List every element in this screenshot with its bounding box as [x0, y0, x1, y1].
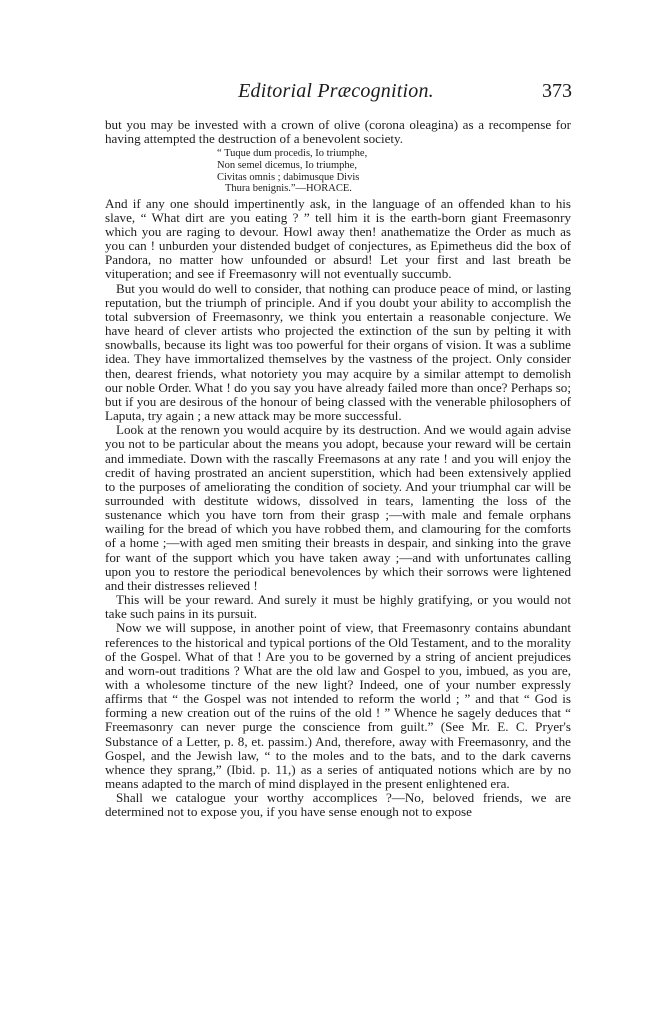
quote-line: “ Tuque dum procedis, Io triumphe,: [217, 148, 368, 160]
body-text: [105, 118, 571, 820]
paragraph: Now we will suppose, in another point of view, that Freemasonry contains abundant references to the historical and typical portions of the Old Testament, and to the morality of the Gospel. What of that ! Are you to be governed by a string of ancient prejudices and worn-out traditions ? What are the old law and Gospel to you, imbued, as you are, with a wholesome tincture of the new light? Indeed, one of your number expressly affirms that “ the Gospel was not intended to reform the world ; ” and that “ God is forming a new creation out of the ruins of the old ! ” Whence he sagely deduces that “ Freemasonry can never purge the conscience from guilt.” (See Mr. E. C. Pryer's Substance of a Letter, p. 8, et. passim.) And, therefore, away with Freemasonry, and the Gospel, and the Jewish law, “ to the moles and to the bats, and to the dark caverns whence they sprang,” (Ibid. p. 11,) as a series of antiquated notions which are by no means adapted to the march of mind displayed in the present enlightened era.: [105, 620, 571, 792]
paragraph: And if any one should impertinently ask, in the language of an offended khan to his slave, “ What dirt are you eating ? ” tell him it is the earth-born giant Freemasonry which you are raging to devour. Howl away then! anathematize the Order as much as you can ! unburden your distended budget of conjectures, as Epimetheus did the box of Pandora, no matter how unfounded or absurd! Let your first and last breath be vituperation; and see if Freemasonry will not eventually succumb.: [105, 195, 571, 282]
paragraph: Shall we catalogue your worthy accomplices ?—No, beloved friends, we are determined not to expose you, if you have sense enough not to expose: [105, 790, 571, 820]
page-header: [100, 80, 572, 110]
horace-quotation: [217, 148, 571, 194]
paragraph: This will be your reward. And surely it must be highly gratifying, or you would not take such pains in its pursuit.: [105, 592, 571, 622]
paragraph: Look at the renown you would acquire by its destruction. And we would again advise you not to be particular about the means you adopt, because your reward will be certain and immediate. Down with the rascally Freemasons at any rate ! and you will enjoy the credit of having prostrated an ancient superstition, which had been extensively applied to the purposes of ameliorating the condition of society. And your triumphal car will be surrounded with destitute widows, dissolved in tears, lamenting the loss of the sustenance which you have torn from their grasp ;—with male and female orphans wailing for the bread of which you have robbed them, and clamouring for the comforts of a home ;—with aged men smiting their breasts in despair, and sinking into the grave for want of the support which you have taken away ;—and with unfortunates calling upon you to restore the periodical benevolences by which their sorrows were lightened and their distresses relieved !: [105, 422, 571, 593]
opening-paragraph: but you may be invested with a crown of olive (corona oleagina) as a recompense for having attempted the destruction of a benevolent society.: [105, 117, 571, 147]
paragraph: But you would do well to consider, that nothing can produce peace of mind, or lasting reputation, but the triumph of principle. And if you doubt your ability to accomplish the total subversion of Freemasonry, we think you entertain a reasonable conjecture. We have heard of clever artists who projected the extinction of the sun by pelting it with snowballs, because its light was too powerful for their organs of vision. It was a sublime idea. They have immortalized themselves by the vastness of the project. Only consider then, dearest friends, what notoriety you may acquire by a similar attempt to demolish our noble Order. What ! do you say you have already failed more than once? Perhaps so; but if you are desirous of the honour of being classed with the venerable philosophers of Laputa, try again ; a new attack may be more successful.: [105, 280, 571, 424]
quote-line: Civitas omnis ; dabimusque Divis: [217, 171, 360, 183]
running-title: Editorial Præcognition.: [238, 80, 434, 102]
quote-line-attribution: Thura benignis.”—HORACE.: [225, 183, 352, 195]
quote-line: Non semel dicemus, Io triumphe,: [217, 159, 357, 171]
page-number: 373: [542, 80, 572, 102]
